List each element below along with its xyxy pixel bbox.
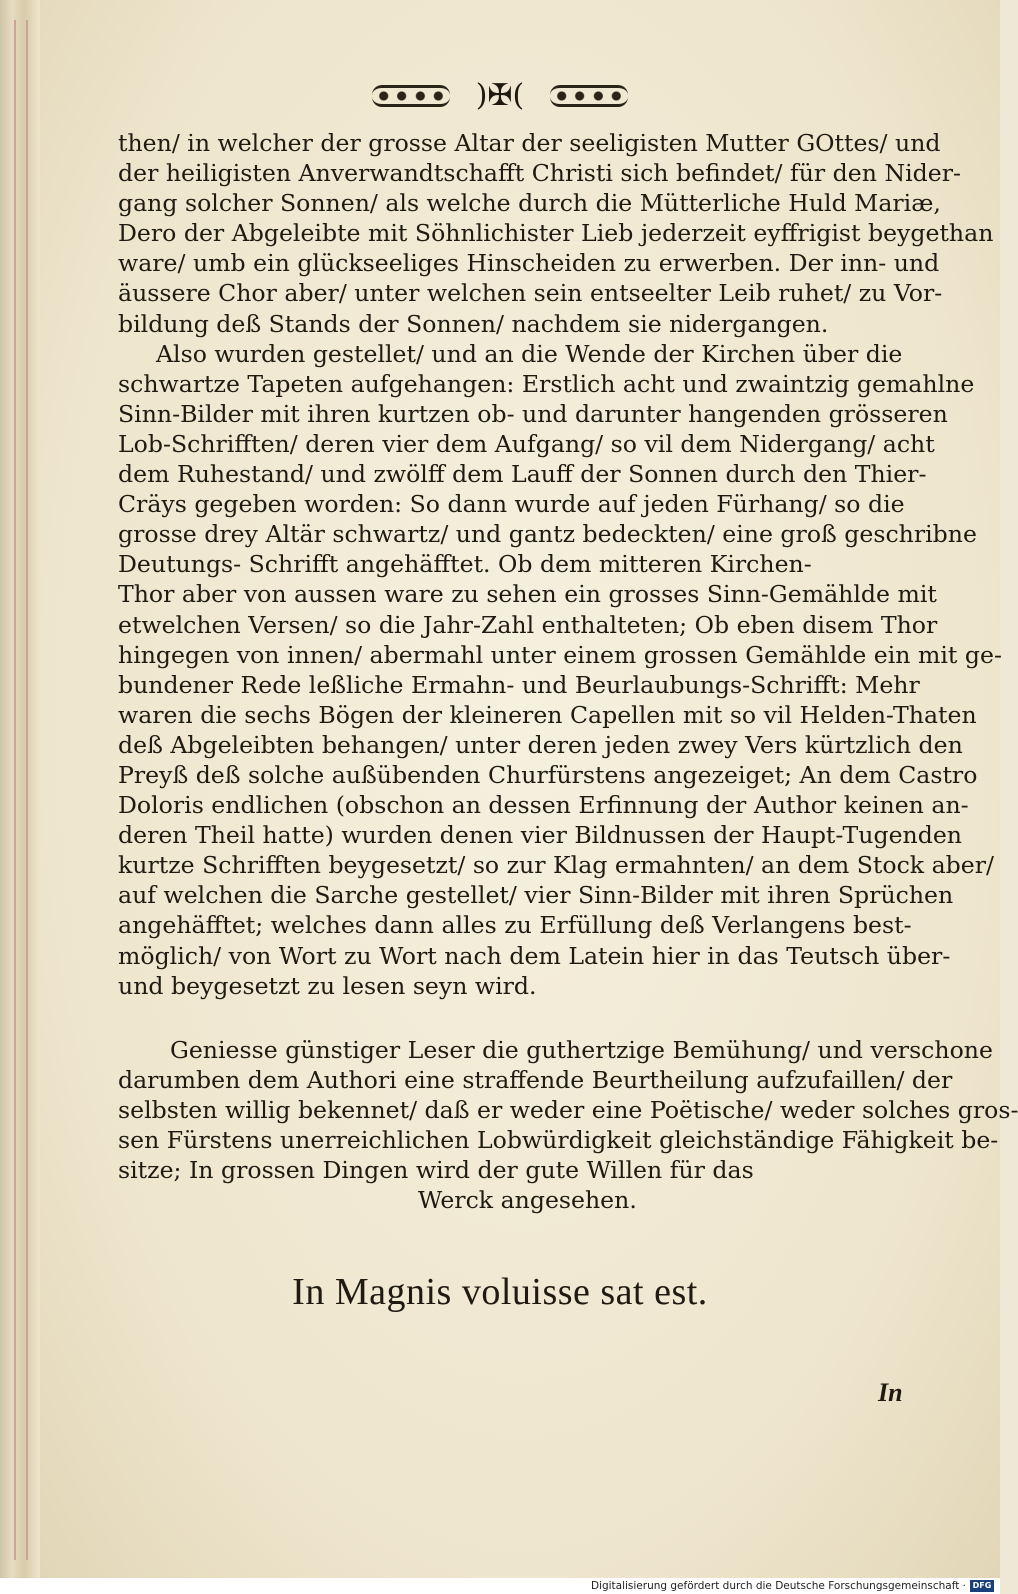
text-line: Preyß deß solche außübenden Churfürstens angezeiget; An dem Castro [118,760,978,789]
text-line: Geniesse günstiger Leser die guthertzige Bemühung/ und verschone [170,1035,993,1064]
text-line: Werck angesehen. [418,1186,637,1215]
text-line: Doloris endlichen (obschon an dessen Erfinnung der Author keinen an- [118,791,969,820]
text-line: grosse drey Altär schwartz/ und gantz bedeckten/ eine groß geschribne [118,520,977,549]
text-line: sitze; In grossen Dingen wird der gute Willen für das [118,1156,754,1185]
text-line: selbsten willig bekennet/ daß er weder eine Poëtische/ weder solches gros- [118,1095,1018,1124]
body-text [118,128,1018,1215]
dfg-logo: DFG [970,1580,994,1592]
text-line: deß Abgeleibten behangen/ unter deren jeden zwey Vers kürtzlich den [118,730,963,759]
text-line: waren die sechs Bögen der kleineren Capellen mit so vil Helden-Thaten [118,700,977,729]
text-line: bildung deß Stands der Sonnen/ nachdem sie nidergangen. [118,309,829,338]
text-line: und beygesetzt zu lesen seyn wird. [118,971,537,1000]
text-line: then/ in welcher der grosse Altar der seeligisten Mutter GOttes/ und [118,129,941,157]
digitization-footer [0,1578,1000,1594]
text-line: Thor aber von aussen ware zu sehen ein grosses Sinn-Gemählde mit [118,580,937,609]
ornament-left-icon [372,85,450,107]
text-line: auf welchen die Sarche gestellet/ vier Sinn-Bilder mit ihren Sprüchen [118,881,954,910]
ornament-right-icon [550,85,628,107]
paragraph-gap [118,1001,918,1035]
text-line: etwelchen Versen/ so die Jahr-Zahl enthalteten; Ob eben disem Thor [118,610,938,639]
text-line: gang solcher Sonnen/ als welche durch die Mütterliche Huld Mariæ, [118,189,941,218]
text-line: hingegen von innen/ abermahl unter einem grossen Gemählde ein mit ge- [118,640,1002,669]
text-line: Dero der Abgeleibte mit Söhnlichister Lieb jederzeit eyffrigist beygethan [118,219,994,248]
text-line: kurtze Schrifften beygesetzt/ so zur Klag ermahnten/ an dem Stock aber/ [118,851,994,880]
footer-text: Digitalisierung gefördert durch die Deutsche Forschungsgemeinschaft · [590,1580,966,1592]
text-line: Sinn-Bilder mit ihren kurtzen ob- und darunter hangenden grösseren [118,399,948,428]
text-line: deren Theil hatte) wurden denen vier Bildnussen der Haupt-Tugenden [118,821,962,850]
text-line: äussere Chor aber/ unter welchen sein entseelter Leib ruhet/ zu Vor- [118,279,943,308]
text-line: sen Fürstens unerreichlichen Lobwürdigkeit gleichständige Fähigkeit be- [118,1126,999,1154]
text-line: dem Ruhestand/ und zwölff dem Lauff der Sonnen durch den Thier- [118,460,927,489]
text-line: darumben dem Authori eine straffende Beurtheilung aufzufaillen/ der [118,1065,953,1094]
text-line: Also wurden gestellet/ und an die Wende der Kirchen über die [156,339,903,368]
text-line: möglich/ von Wort zu Wort nach dem Latein hier in das Teutsch über- [118,941,951,970]
text-line: bundener Rede leßliche Ermahn- und Beurlaubungs-Schrifft: Mehr [118,670,920,699]
page-header-ornament [0,76,1000,116]
text-line: angehäfftet; welches dann alles zu Erfüllung deß Verlangens best- [118,911,912,940]
motto: In Magnis voluisse sat est. [292,1271,708,1313]
text-line: Cräys gegeben worden: So dann wurde auf jeden Fürhang/ so die [118,490,905,519]
catchword: In [878,1378,903,1407]
text-line: Deutungs- Schrifft angehäfftet. Ob dem mitteren Kirchen- [118,550,812,579]
cross-ornament-icon: )✠( [475,78,525,113]
text-line: Lob-Schrifften/ deren vier dem Aufgang/ so vil dem Nidergang/ acht [118,429,935,458]
text-line: schwartze Tapeten aufgehangen: Erstlich acht und zwaintzig gemahlne [118,369,975,398]
text-line: der heiligisten Anverwandtschafft Christi sich befindet/ für den Nider- [118,159,961,188]
page-edge [0,0,40,1580]
text-line: ware/ umb ein glückseeliges Hinscheiden zu erwerben. Der inn- und [118,249,940,278]
